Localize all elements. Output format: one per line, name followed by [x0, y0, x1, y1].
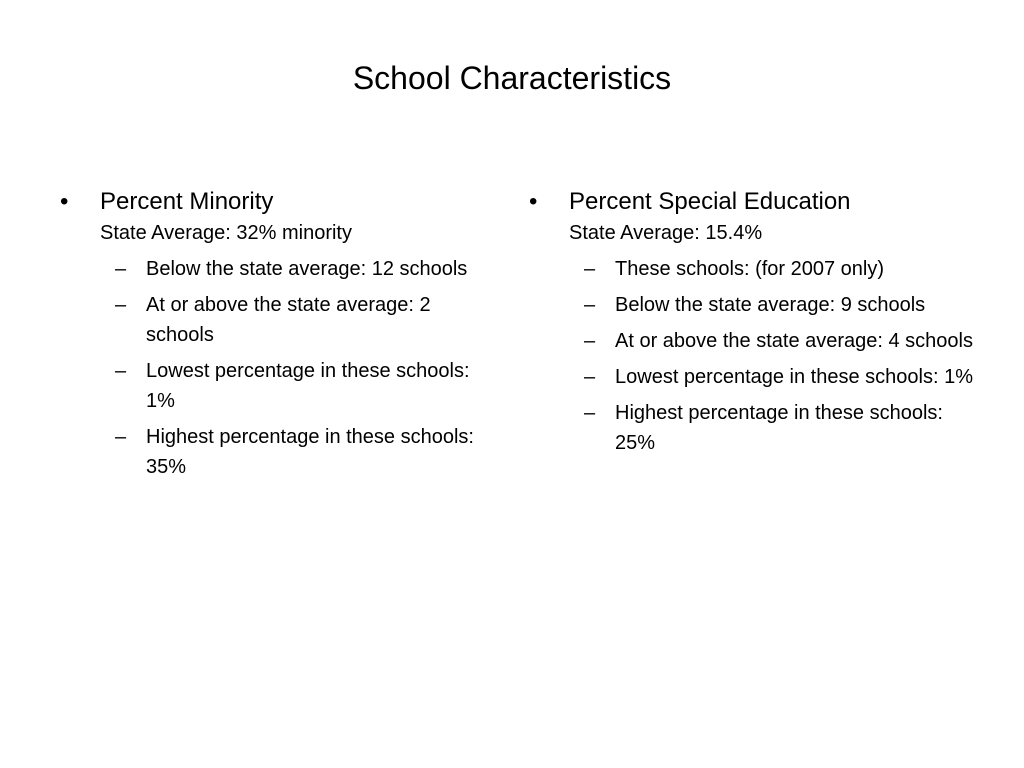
dash-marker: –: [115, 294, 127, 316]
list-item-text: Highest percentage in these schools: 25%: [615, 402, 943, 454]
bullet-marker: •: [529, 188, 538, 215]
list-item-text: These schools: (for 2007 only): [615, 258, 885, 280]
bullet-marker: •: [60, 188, 69, 215]
slide-title: School Characteristics: [352, 60, 672, 96]
list-item-text: Below the state average: 9 schools: [615, 294, 926, 316]
list-item-text: At or above the state average: 2 schools: [146, 294, 431, 346]
bullet-heading: Percent Minority: [100, 188, 274, 215]
list-item-text: Lowest percentage in these schools: 1%: [615, 366, 973, 388]
list-item: [584, 254, 979, 284]
list-item: [115, 356, 500, 416]
bullet-body: [569, 186, 979, 248]
dash-marker: –: [115, 360, 127, 382]
bullet-percent-special-education: [529, 186, 979, 248]
sub-bullet-list: [115, 254, 500, 482]
dash-marker: –: [115, 426, 127, 448]
bullet-heading: Percent Special Education: [569, 188, 851, 215]
list-item-text: At or above the state average: 4 schools: [615, 330, 973, 352]
list-item: [115, 290, 500, 350]
dash-marker: –: [584, 330, 596, 352]
list-item: [584, 398, 979, 458]
bullet-body: [100, 186, 500, 248]
list-item-text: Lowest percentage in these schools: 1%: [146, 360, 470, 412]
list-item: [584, 326, 979, 356]
state-average-text: State Average: 15.4%: [569, 222, 763, 244]
list-item: [115, 422, 500, 482]
dash-marker: –: [584, 294, 596, 316]
list-item-text: Highest percentage in these schools: 35%: [146, 426, 474, 478]
list-item-text: Below the state average: 12 schools: [146, 258, 468, 280]
dash-marker: –: [115, 258, 127, 280]
sub-bullet-list: [584, 254, 979, 458]
dash-marker: –: [584, 402, 596, 424]
column-percent-minority: [60, 186, 500, 488]
dash-marker: –: [584, 366, 596, 388]
column-percent-special-education: [529, 186, 979, 464]
bullet-percent-minority: [60, 186, 500, 248]
list-item: [584, 362, 979, 392]
list-item: [584, 290, 979, 320]
list-item: [115, 254, 500, 284]
dash-marker: –: [584, 258, 596, 280]
state-average-text: State Average: 32% minority: [100, 222, 352, 244]
